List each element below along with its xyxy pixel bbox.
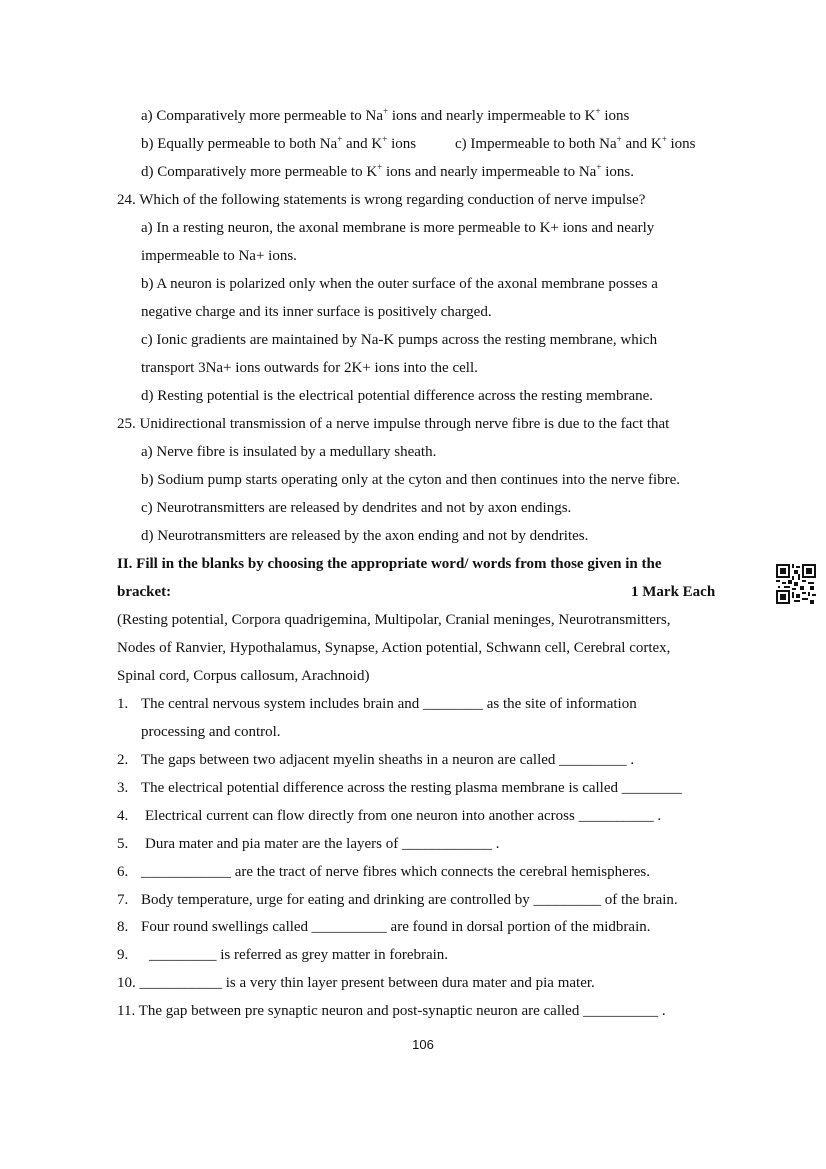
fib-5-number: 5.	[117, 836, 129, 852]
q23-c-text-3: ions	[666, 136, 696, 152]
fib-7-number: 7.	[117, 892, 129, 908]
fib-9-number: 9.	[117, 947, 129, 963]
fib-10-text: 10. ___________ is a very thin layer present between dura mater and pia mater.	[117, 975, 595, 991]
q24-option-a-line2: impermeable to Na+ ions.	[141, 248, 297, 264]
q24-option-c-line2: transport 3Na+ ions outwards for 2K+ ions into the cell.	[141, 360, 478, 376]
fib-7-text: Body temperature, urge for eating and drinking are controlled by _________ of the brain.	[141, 892, 678, 908]
q24-option-d: d) Resting potential is the electrical potential difference across the resting membrane.	[141, 388, 654, 404]
fib-6-text: ____________ are the tract of nerve fibres which connects the cerebral hemispheres.	[141, 864, 650, 880]
fib-1-number: 1.	[117, 696, 129, 712]
fib-4-text: Electrical current can flow directly from one neuron into another across __________ .	[145, 808, 662, 824]
q24-option-c-line1: c) Ionic gradients are maintained by Na-K pumps across the resting membrane, which	[141, 332, 658, 348]
fib-8-number: 8.	[117, 919, 129, 935]
q23-b-text-3: ions	[387, 136, 417, 152]
q23-option-a	[141, 106, 629, 126]
q24-option-b-line2: negative charge and its inner surface is positively charged.	[141, 304, 492, 320]
q23-option-c	[455, 134, 696, 154]
q25-option-c: c) Neurotransmitters are released by dendrites and not by axon endings.	[141, 500, 572, 516]
q23-c-sup-1: +	[616, 134, 622, 144]
q25-option-a: a) Nerve fibre is insulated by a medullary sheath.	[141, 444, 437, 460]
q24-option-b-line1: b) A neuron is polarized only when the outer surface of the axonal membrane posses a	[141, 276, 658, 292]
q25-option-d: d) Neurotransmitters are released by the axon ending and not by dendrites.	[141, 528, 589, 544]
q23-a-sup-1: +	[383, 106, 389, 116]
q23-b-sup-1: +	[337, 134, 343, 144]
fib-2-text: The gaps between two adjacent myelin sheaths in a neuron are called _________ .	[141, 752, 635, 768]
section2-heading-line2: bracket:	[117, 584, 172, 600]
q23-d-sup-2: +	[596, 162, 602, 172]
q25-stem: 25. Unidirectional transmission of a nerve impulse through nerve fibre is due to the fact that	[117, 416, 670, 432]
fib-11-text: 11. The gap between pre synaptic neuron and post-synaptic neuron are called __________ .	[117, 1003, 666, 1019]
word-bank-line2: Nodes of Ranvier, Hypothalamus, Synapse, Action potential, Schwann cell, Cerebral cortex,	[117, 640, 671, 656]
fib-3-number: 3.	[117, 780, 129, 796]
q23-c-sup-2: +	[661, 134, 667, 144]
q24-option-a-line1: a) In a resting neuron, the axonal membrane is more permeable to K+ ions and nearly	[141, 220, 655, 236]
fib-2-number: 2.	[117, 752, 129, 768]
q23-b-sup-2: +	[382, 134, 388, 144]
fib-1-line1: The central nervous system includes brain and ________ as the site of information	[141, 696, 637, 712]
q23-a-text-2: ions and nearly impermeable to K	[388, 108, 596, 124]
section2-heading-line1: II. Fill in the blanks by choosing the appropriate word/ words from those given in the	[117, 556, 662, 572]
q23-option-d	[141, 162, 634, 182]
fib-6-number: 6.	[117, 864, 129, 880]
fib-5-text: Dura mater and pia mater are the layers of ____________ .	[145, 836, 500, 852]
q23-b-text-1: b) Equally permeable to both Na	[141, 136, 338, 152]
q23-a-text-1: a) Comparatively more permeable to Na	[141, 108, 383, 124]
fib-8-text: Four round swellings called __________ are found in dorsal portion of the midbrain.	[141, 919, 651, 935]
q23-d-sup-1: +	[377, 162, 383, 172]
q23-c-text-2: and K	[621, 136, 662, 152]
q23-b-text-2: and K	[342, 136, 383, 152]
fib-9-text: _________ is referred as grey matter in forebrain.	[149, 947, 449, 963]
q23-a-text-3: ions	[600, 108, 630, 124]
q23-c-text-1: c) Impermeable to both Na	[455, 136, 617, 152]
qr-code-icon	[776, 564, 816, 604]
q25-option-b: b) Sodium pump starts operating only at the cyton and then continues into the nerve fibre.	[141, 472, 681, 488]
q23-a-sup-2: +	[595, 106, 601, 116]
q23-option-b	[141, 134, 416, 154]
page-number: 106	[412, 1037, 434, 1052]
q24-stem: 24. Which of the following statements is wrong regarding conduction of nerve impulse?	[117, 192, 646, 208]
q23-d-text-3: ions.	[601, 164, 634, 180]
q23-d-text-1: d) Comparatively more permeable to K	[141, 164, 378, 180]
section2-marks: 1 Mark Each	[631, 584, 716, 600]
fib-3-text: The electrical potential difference across the resting plasma membrane is called ________	[141, 780, 682, 796]
word-bank-line1: (Resting potential, Corpora quadrigemina, Multipolar, Cranial meninges, Neurotransmitters,	[117, 612, 671, 628]
q23-d-text-2: ions and nearly impermeable to Na	[382, 164, 597, 180]
fib-1-line2: processing and control.	[141, 724, 281, 740]
word-bank-line3: Spinal cord, Corpus callosum, Arachnoid)	[117, 668, 370, 684]
fib-4-number: 4.	[117, 808, 129, 824]
